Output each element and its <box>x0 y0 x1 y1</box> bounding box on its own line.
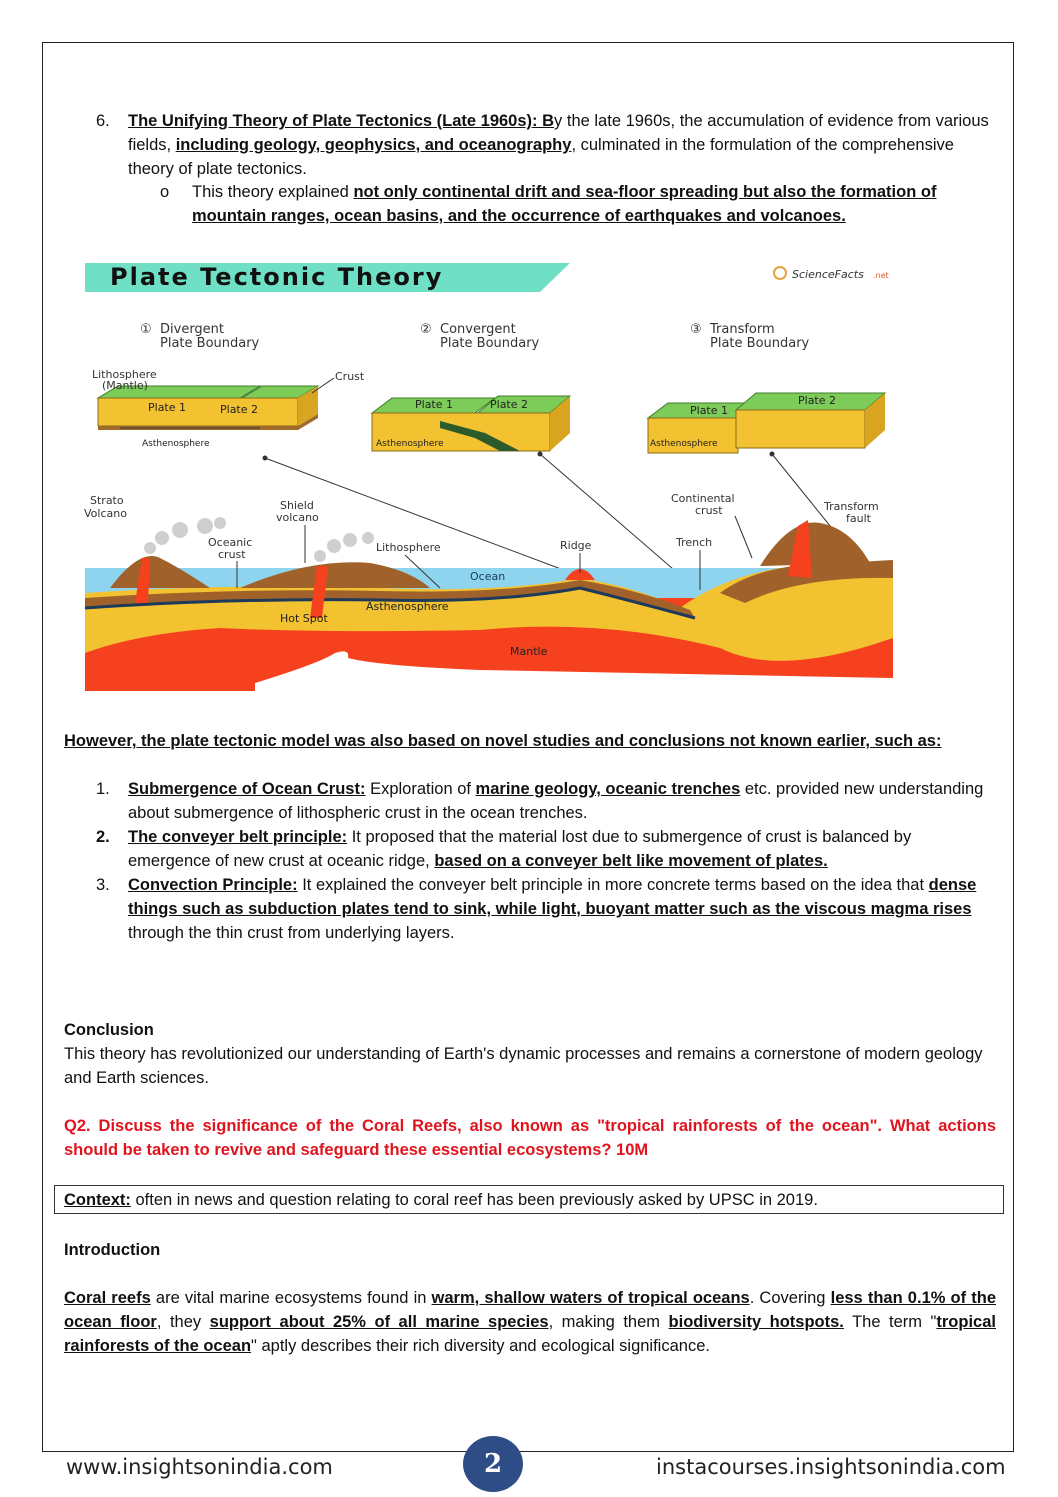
emphasis: Coral reefs <box>64 1289 151 1307</box>
list-number: 2. <box>96 828 110 846</box>
label-asthenosphere-d: Asthenosphere <box>366 600 449 613</box>
item-heading: Submergence of Ocean Crust: <box>128 780 366 798</box>
boundary-3-line1: Transform <box>710 322 775 337</box>
text: y the late 1960s, the accumulation of evidence from various fields, <box>128 112 989 154</box>
label-trench: Trench <box>676 536 713 549</box>
label-continental-1: Continental <box>671 492 735 505</box>
label-oceanic-2: crust <box>218 548 246 561</box>
label-ridge: Ridge <box>560 539 592 552</box>
list-item <box>128 873 996 945</box>
label-crust: Crust <box>335 370 365 383</box>
text: , making them <box>548 1313 669 1331</box>
boundary-2-line1: Convergent <box>440 322 516 337</box>
conclusion-heading: Conclusion <box>64 1021 154 1039</box>
emphasis: support about 25% of all marine species <box>209 1313 549 1331</box>
text: etc. provided new understanding about submergence of lithospheric crust in the ocean trenches. <box>128 780 984 822</box>
label-asthenosphere-b: Asthenosphere <box>376 439 444 449</box>
label-transform-fault-2: fault <box>846 512 871 525</box>
label-shield-1: Shield <box>280 499 314 512</box>
page-number-badge: 2 <box>463 1436 523 1492</box>
label-asthenosphere-a: Asthenosphere <box>142 439 210 449</box>
label-mantle: Mantle <box>510 645 548 658</box>
label-ocean: Ocean <box>470 570 506 583</box>
text: , culminated in the formulation of the comprehensive theory of plate tectonics. <box>128 136 954 178</box>
label-plate2-c: Plate 2 <box>798 394 837 407</box>
text: Exploration of <box>365 780 476 798</box>
label-plate2-a: Plate 2 <box>220 403 259 416</box>
emphasis: warm, shallow waters of tropical oceans <box>431 1289 750 1307</box>
item-heading: The conveyer belt principle: <box>128 828 348 846</box>
text: The term " <box>843 1313 937 1331</box>
boundary-2-num: ② <box>420 322 432 337</box>
section-6-heading: The Unifying Theory of Plate Tectonics (Late 1960s): B <box>128 112 555 130</box>
text: , they <box>156 1313 210 1331</box>
label-plate1-a: Plate 1 <box>148 401 187 414</box>
footer-website-link[interactable]: www.insightsonindia.com <box>66 1455 333 1479</box>
label-lithosphere-mantle-2: (Mantle) <box>102 379 148 392</box>
text: It proposed that the material lost due to submergence of crust is balanced by emergence of new crust at oceanic ridge, <box>128 828 912 870</box>
label-lithosphere: Lithosphere <box>376 541 441 554</box>
divergent-block <box>98 386 318 430</box>
context-text: often in news and question relating to coral reef has been previously asked by UPSC in 2019. <box>130 1191 818 1209</box>
label-plate2-b: Plate 2 <box>490 398 529 411</box>
list-item <box>128 777 996 825</box>
text: This theory explained <box>192 183 354 201</box>
label-plate1-c: Plate 1 <box>690 404 729 417</box>
label-lithosphere-mantle-1: Lithosphere <box>92 368 157 381</box>
label-hot-spot: Hot Spot <box>280 612 328 625</box>
brand-name: ScienceFacts <box>792 268 864 281</box>
list-number: 3. <box>96 876 110 894</box>
item-heading: Convection Principle: <box>128 876 298 894</box>
label-oceanic-1: Oceanic <box>208 536 253 549</box>
text: are vital marine ecosystems found in <box>150 1289 432 1307</box>
emphasis: dense things such as subduction plates tend to sink, while light, buoyant matter such as the viscous magma rises <box>128 876 977 918</box>
label-strato-1: Strato <box>90 494 124 507</box>
section-6-bullet <box>192 180 992 228</box>
plate-tectonic-figure <box>80 258 900 698</box>
label-asthenosphere-c: Asthenosphere <box>650 439 718 449</box>
text: " aptly describes their rich diversity and ecological significance. <box>251 1337 710 1355</box>
context-box <box>54 1185 1004 1214</box>
label-shield-2: volcano <box>276 511 319 524</box>
context-label: Context: <box>64 1191 131 1209</box>
section-6-paragraph <box>128 109 996 181</box>
conclusion-text: This theory has revolutionized our understanding of Earth's dynamic processes and remains a cornerstone of modern geology and Earth sciences. <box>64 1045 983 1087</box>
boundary-3-num: ③ <box>690 322 702 337</box>
figure-title: Plate Tectonic Theory <box>110 263 444 291</box>
emphasis: less than 0.1% of the ocean floor <box>64 1289 997 1331</box>
boundary-1-line1: Divergent <box>160 322 225 337</box>
cross-section <box>85 517 893 691</box>
however-heading: However, the plate tectonic model was also based on novel studies and conclusions not known earlier, such as: <box>64 732 942 750</box>
introduction-text <box>64 1286 996 1358</box>
list-item <box>128 825 996 873</box>
question-text: Q2. Discuss the significance of the Coral Reefs, also known as "tropical rainforests of the ocean". What actions should be taken to revive and safeguard these essential ecosystems? 10M <box>64 1117 996 1159</box>
label-strato-2: Volcano <box>84 507 127 520</box>
label-continental-2: crust <box>695 504 723 517</box>
brand-logo <box>774 267 889 281</box>
emphasis: based on a conveyer belt like movement of plates. <box>434 852 828 870</box>
emphasis: not only continental drift and sea-floor spreading but also the formation of mountain ranges, ocean basins, and the occurrence of earthquakes and volcanoes. <box>192 183 937 225</box>
label-transform-fault-1: Transform <box>824 500 879 513</box>
text: through the thin crust from underlying layers. <box>128 924 455 942</box>
footer-courses-link[interactable]: instacourses.insightsonindia.com <box>656 1455 1006 1479</box>
text: It explained the conveyer belt principle in more concrete terms based on the idea that <box>297 876 929 894</box>
list-number: 1. <box>96 780 110 798</box>
text: . Covering <box>749 1289 831 1307</box>
emphasis: marine geology, oceanic trenches <box>475 780 741 798</box>
boundary-1-line2: Plate Boundary <box>160 336 260 351</box>
bullet-marker: o <box>160 183 170 201</box>
label-plate1-b: Plate 1 <box>415 398 454 411</box>
emphasis: including geology, geophysics, and oceanography <box>175 136 572 154</box>
boundary-3-line2: Plate Boundary <box>710 336 810 351</box>
boundary-2-line2: Plate Boundary <box>440 336 540 351</box>
introduction-heading: Introduction <box>64 1241 161 1259</box>
emphasis: tropical rainforests of the ocean <box>64 1313 996 1355</box>
brand-suffix: .net <box>873 271 889 280</box>
emphasis: biodiversity hotspots. <box>668 1313 844 1331</box>
list-number: 6. <box>96 112 110 130</box>
boundary-1-num: ① <box>140 322 152 337</box>
